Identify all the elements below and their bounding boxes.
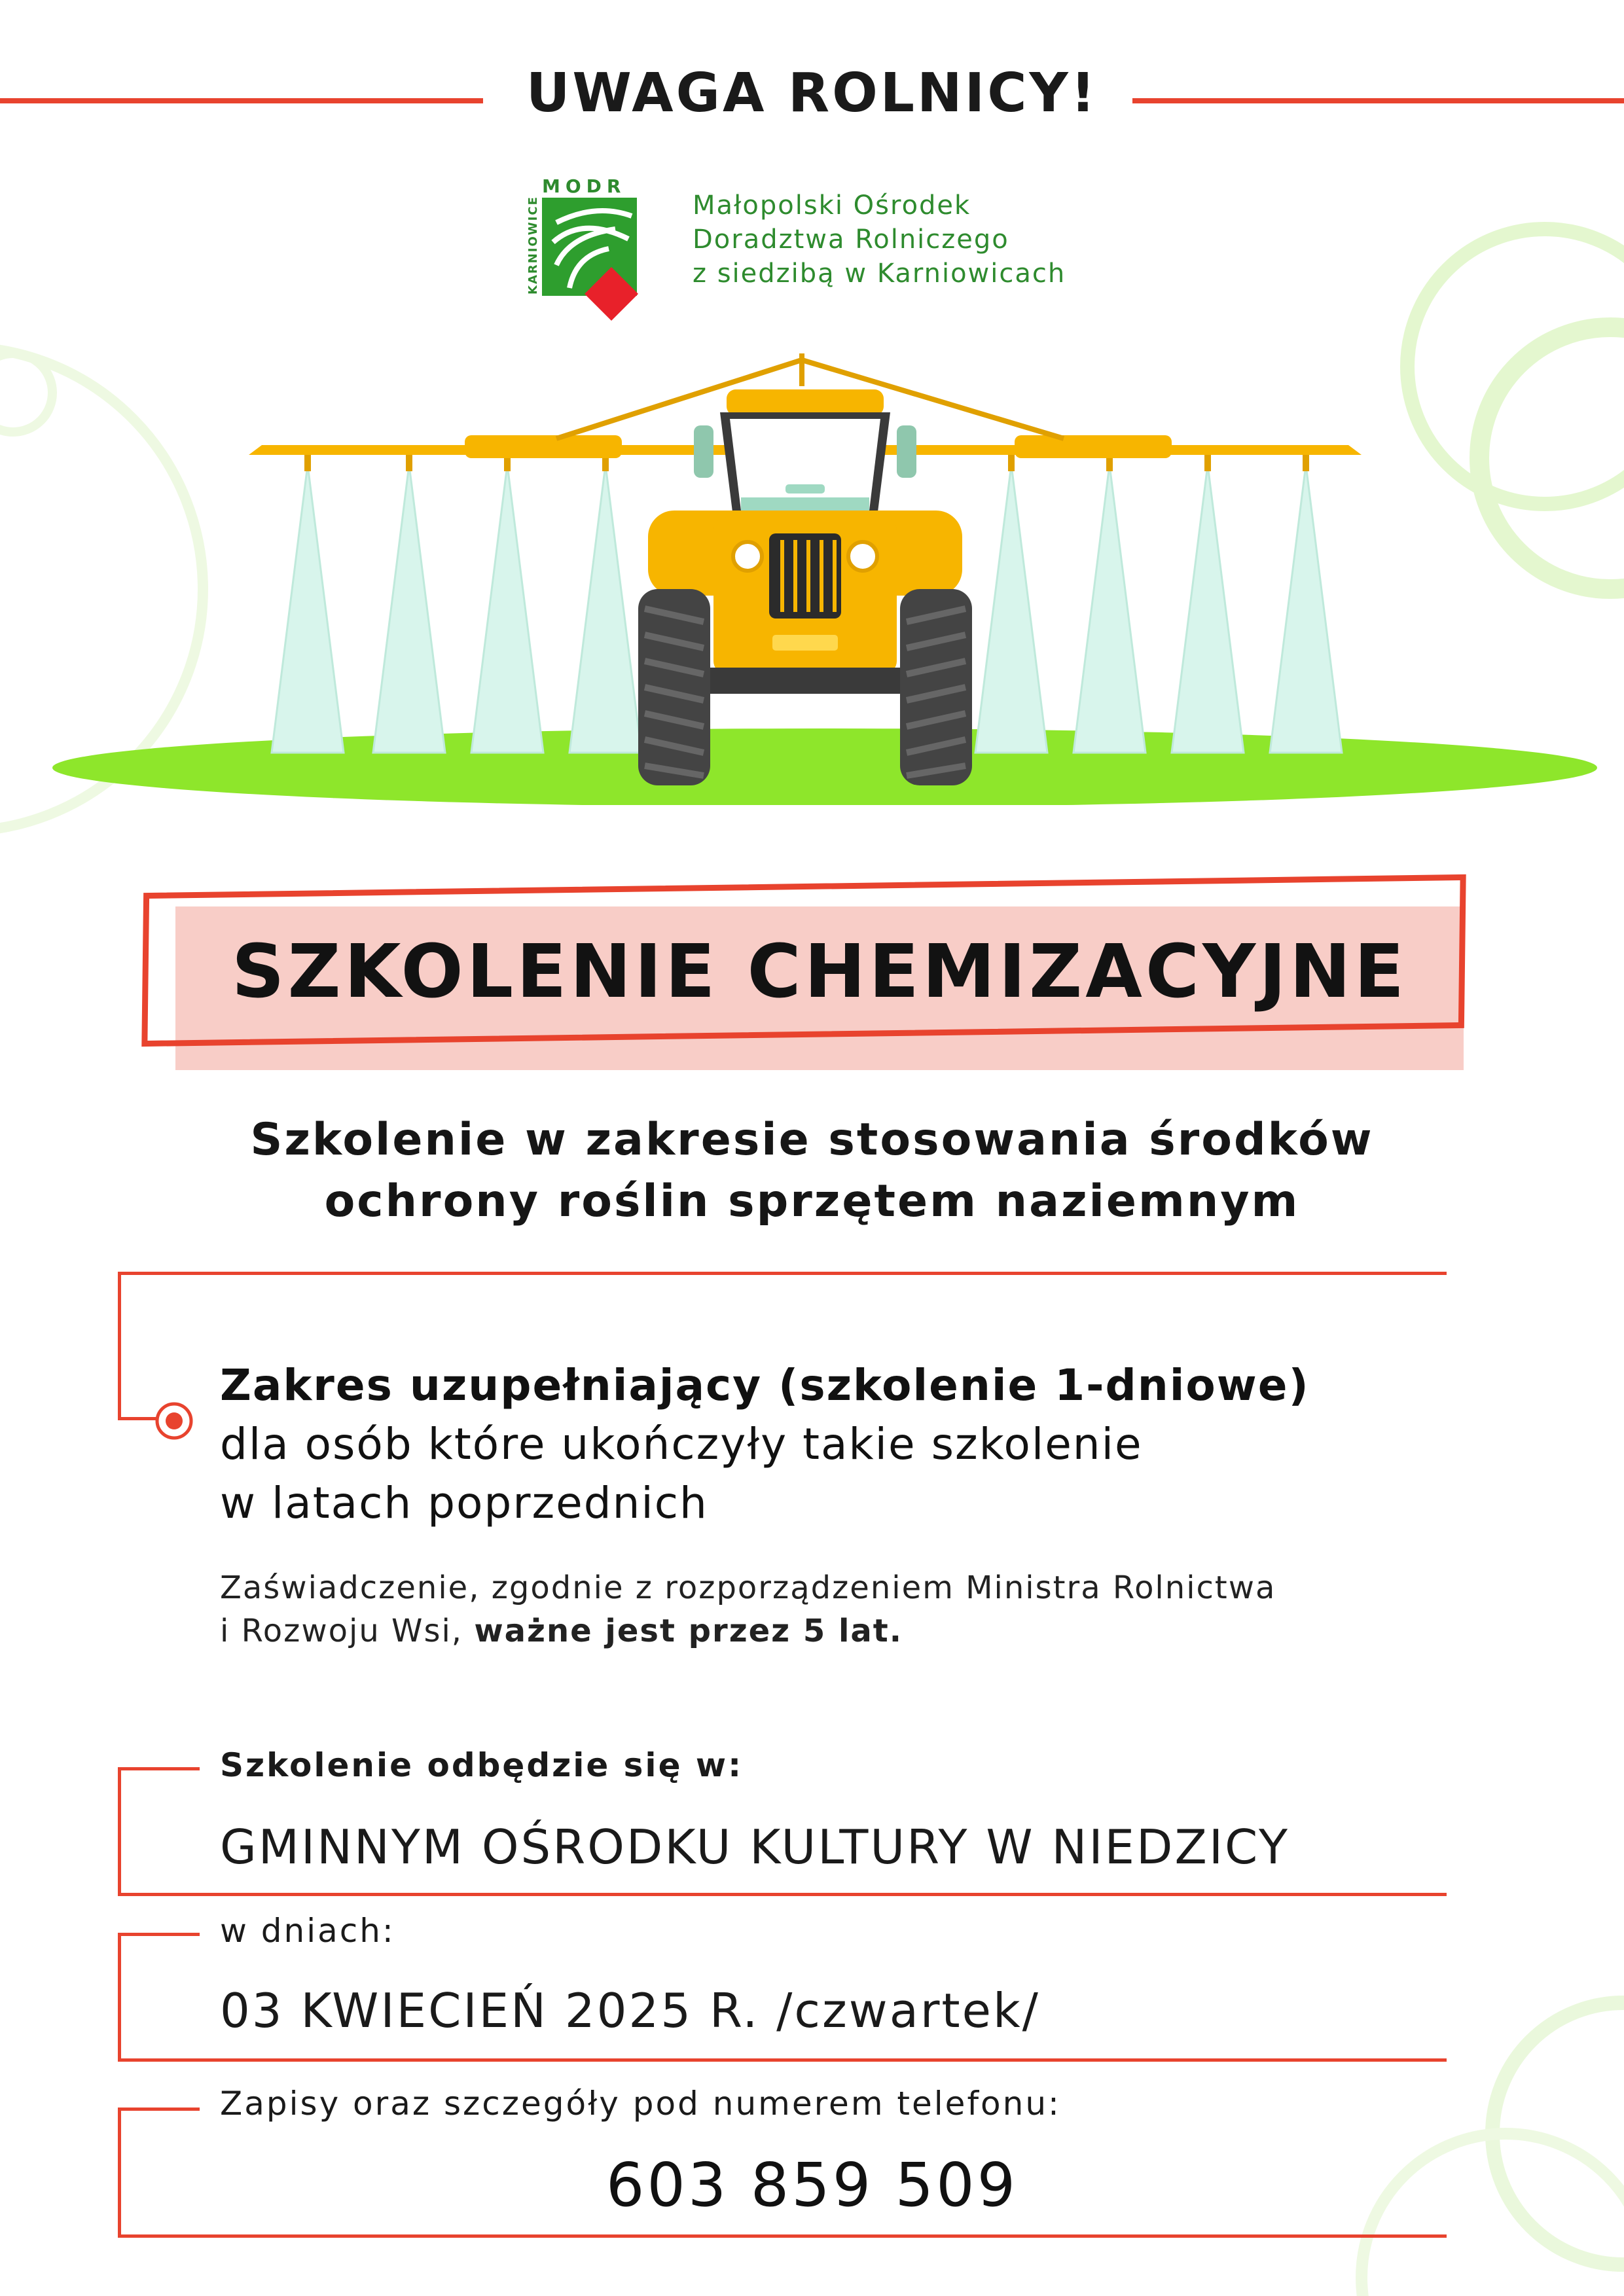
contact-frame-top [118, 2108, 200, 2111]
contact-frame-bottom [118, 2234, 1447, 2238]
modr-logo [524, 177, 648, 327]
header-title: UWAGA ROLNICY! [526, 62, 1098, 124]
scope-text [220, 1356, 1310, 1533]
location-frame-left [118, 1767, 121, 1895]
subtitle-line-2: ochrony roślin sprzętem naziemnym [324, 1175, 1300, 1227]
scope-bullet-icon [153, 1400, 195, 1442]
tractor-wheel-right [900, 589, 972, 785]
tractor-wheel-left [638, 589, 710, 785]
contact-phone[interactable]: 603 859 509 [605, 2150, 1019, 2220]
org-name [693, 188, 1066, 291]
scope-frame-left [118, 1272, 121, 1419]
note-line-2-bold: ważne jest przez 5 lat. [474, 1613, 903, 1649]
scope-frame-top [118, 1272, 1447, 1275]
certificate-note [220, 1566, 1276, 1653]
org-line-1: Małopolski Ośrodek [693, 190, 971, 221]
dates-frame-left [118, 1933, 121, 2060]
scope-line-1: Zakres uzupełniający (szkolenie 1-dniowe) [220, 1360, 1310, 1410]
org-line-2: Doradztwa Rolniczego [693, 224, 1009, 255]
location-label: Szkolenie odbędzie się w: [220, 1746, 744, 1784]
location-frame-top [118, 1767, 200, 1770]
logo-acronym: MODR [542, 177, 626, 197]
subtitle-line-1: Szkolenie w zakresie stosowania środków [250, 1114, 1374, 1166]
dates-frame-top [118, 1933, 200, 1936]
dates-frame-bottom [118, 2058, 1447, 2062]
contact-label: Zapisy oraz szczegóły pod numerem telefonu: [220, 2085, 1061, 2123]
subtitle [0, 1109, 1624, 1232]
note-line-1: Zaświadczenie, zgodnie z rozporządzeniem Ministra Rolnictwa [220, 1570, 1276, 1606]
dates-value: 03 KWIECIEŃ 2025 R. /czwartek/ [220, 1983, 1040, 2038]
scope-line-2: dla osób które ukończyły takie szkolenie [220, 1419, 1143, 1469]
scope-line-3: w latach poprzednich [220, 1478, 708, 1528]
note-line-2-normal: i Rozwoju Wsi, [220, 1613, 475, 1649]
location-value: GMINNYM OŚRODKU KULTURY W NIEDZICY [220, 1820, 1290, 1874]
dates-label: w dniach: [220, 1912, 395, 1950]
location-frame-bottom [118, 1893, 1447, 1896]
logo-side-text: KARNIOWICE [526, 196, 540, 295]
main-title: SZKOLENIE CHEMIZACYJNE [231, 929, 1408, 1014]
tractor-sprayer-illustration [46, 347, 1604, 805]
scope-frame-tick [118, 1417, 157, 1420]
org-line-3: z siedzibą w Karniowicach [693, 259, 1066, 289]
note-line-2 [220, 1609, 1276, 1653]
